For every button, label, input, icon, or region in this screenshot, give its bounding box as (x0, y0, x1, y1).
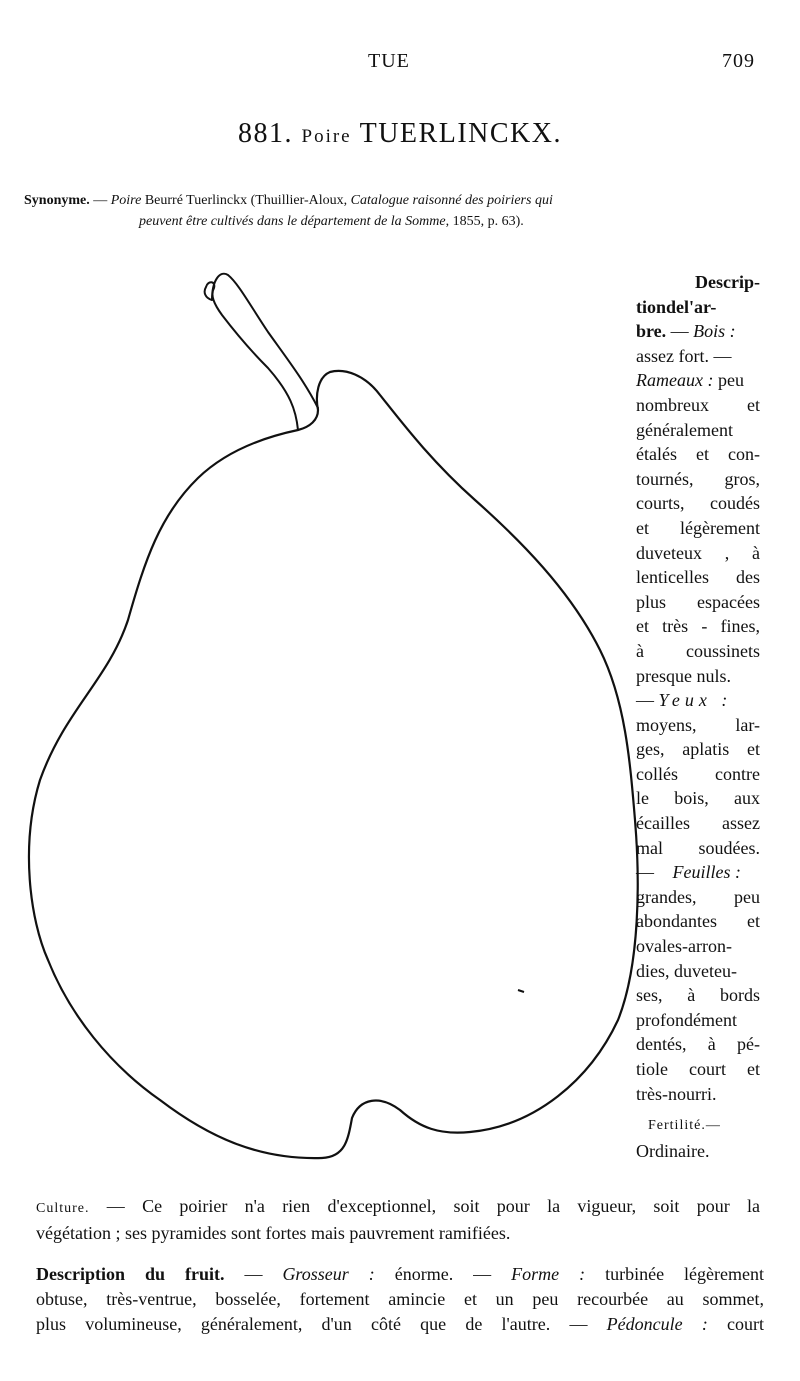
culture-line-1-text: — Ce poirier n'a rien d'exceptionnel, soit pour la vigueur, soit pour la (89, 1196, 760, 1216)
tree-line-2 (636, 368, 760, 393)
tree-line-15-italic: Yeux : (658, 690, 733, 711)
fruit-l1-e: turbinée légèrement (585, 1264, 765, 1284)
tree-line-25: ovales-arron- (636, 936, 732, 957)
culture-line-1 (36, 1194, 760, 1221)
tree-line-7: courts, coudés (636, 493, 760, 514)
tree-line-3: nombreux et (636, 394, 760, 415)
fruit-label: Description du fruit. (36, 1264, 225, 1284)
tree-line-28: profondément (636, 1009, 737, 1030)
fertility-gap (636, 1106, 760, 1114)
tree-line-12: et très - fines, (636, 616, 760, 637)
tree-line-6: tournés, gros, (636, 468, 760, 489)
fruit-l3-a: plus volumineuse, généralement, d'un côté que de l'autre. — (36, 1314, 607, 1334)
page-title (0, 118, 800, 150)
tree-line-30: tiole court et (636, 1059, 760, 1079)
tree-line-15 (636, 688, 760, 713)
tree-line-22-italic: Feuilles : (672, 862, 741, 883)
synonym-dash: — (89, 193, 111, 208)
fertility-value: Ordinaire. (636, 1140, 710, 1161)
tree-line-31: très-nourri. (636, 1083, 717, 1104)
fruit-description-paragraph (36, 1262, 764, 1337)
fertility-label: Fertilité.— (648, 1118, 721, 1134)
tree-line-18: collés contre (636, 763, 760, 784)
tree-line-20: écailles assez (636, 813, 760, 834)
tree-heading-3: bre. (636, 321, 667, 342)
fruit-l3-c: court (707, 1314, 765, 1334)
tree-line-23: grandes, peu (636, 886, 760, 907)
fruit-forme: Forme : (511, 1264, 586, 1284)
tree-line-1: assez fort. — (636, 345, 732, 366)
tree-line-2-italic: Rameaux : (636, 370, 714, 391)
speck-mark (518, 990, 524, 992)
synonym-line-2 (24, 211, 764, 232)
tree-line-0-text: — (666, 321, 694, 342)
tree-description (636, 270, 760, 1163)
pear-stalk (205, 274, 318, 430)
tree-line-15-dash: — (636, 690, 659, 711)
title-name: TUERLINCKX. (359, 118, 562, 149)
synonym-label: Synonyme. (24, 193, 90, 208)
tree-line-8: et légèrement (636, 517, 760, 538)
synonym-catalogue: Catalogue raisonné des poiriers qui (350, 193, 553, 208)
tree-line-24: abondantes et (636, 911, 760, 932)
tree-line-2-text: peu (713, 370, 744, 391)
synonym-catalogue-cont: peuvent être cultivés dans le département de la Somme (139, 214, 446, 229)
synonym-source: Beurré Tuerlinckx (Thuillier-Aloux, (141, 193, 351, 208)
pear-outline-drawing (0, 255, 640, 1185)
tree-line-22 (636, 860, 760, 885)
page-number: 709 (722, 50, 755, 72)
tree-line-10: lenticelles des (636, 567, 760, 588)
pear-body-outline (29, 371, 638, 1158)
tree-line-19: le bois, aux (636, 788, 760, 809)
fruit-grosseur: Grosseur : (282, 1264, 375, 1284)
tree-line-0 (636, 319, 760, 344)
tree-line-13: à coussinets (636, 640, 760, 661)
synonym-paragraph (24, 190, 764, 232)
tree-line-0-italic: Bois : (693, 321, 736, 342)
tree-heading-2: tiondel'ar- (636, 296, 717, 317)
culture-line-2: végétation ; ses pyramides sont fortes mais pauvrement ramifiées. (36, 1223, 511, 1243)
running-head: TUE (368, 50, 410, 72)
synonym-ref: , 1855, p. 63). (445, 214, 524, 229)
title-number: 881. (238, 118, 293, 149)
fruit-line-2: obtuse, très-ventrue, bosselée, fortement amincie et un peu recourbée au sommet, (36, 1289, 764, 1309)
tree-line-26: dies, duveteu- (636, 960, 737, 981)
tree-line-4: généralement (636, 419, 733, 440)
tree-line-22-dash: — (636, 862, 659, 883)
tree-line-11: plus espacées (636, 591, 760, 612)
tree-line-29: dentés, à pé- (636, 1034, 760, 1055)
tree-line-21: mal soudées. (636, 837, 760, 858)
fruit-pedoncule: Pédoncule : (606, 1314, 708, 1334)
fruit-l1-c: énorme. — (374, 1264, 512, 1284)
tree-heading-1: Descrip- (695, 272, 760, 292)
tree-line-14: presque nuls. (636, 665, 731, 686)
fruit-l1-a: — (224, 1264, 283, 1284)
fruit-line-1 (36, 1262, 764, 1287)
fruit-line-3 (36, 1312, 764, 1337)
synonym-poire: Poire (110, 193, 142, 208)
tree-line-17: ges, aplatis et (636, 739, 760, 760)
tree-line-5: étalés et con- (636, 444, 760, 465)
title-prefix: Poire (301, 126, 352, 147)
tree-line-27: ses, à bords (636, 985, 760, 1006)
tree-line-9: duveteux , à (636, 542, 760, 563)
tree-line-16: moyens, lar- (636, 714, 760, 735)
culture-label: Culture. (36, 1201, 90, 1216)
culture-paragraph (36, 1194, 760, 1245)
